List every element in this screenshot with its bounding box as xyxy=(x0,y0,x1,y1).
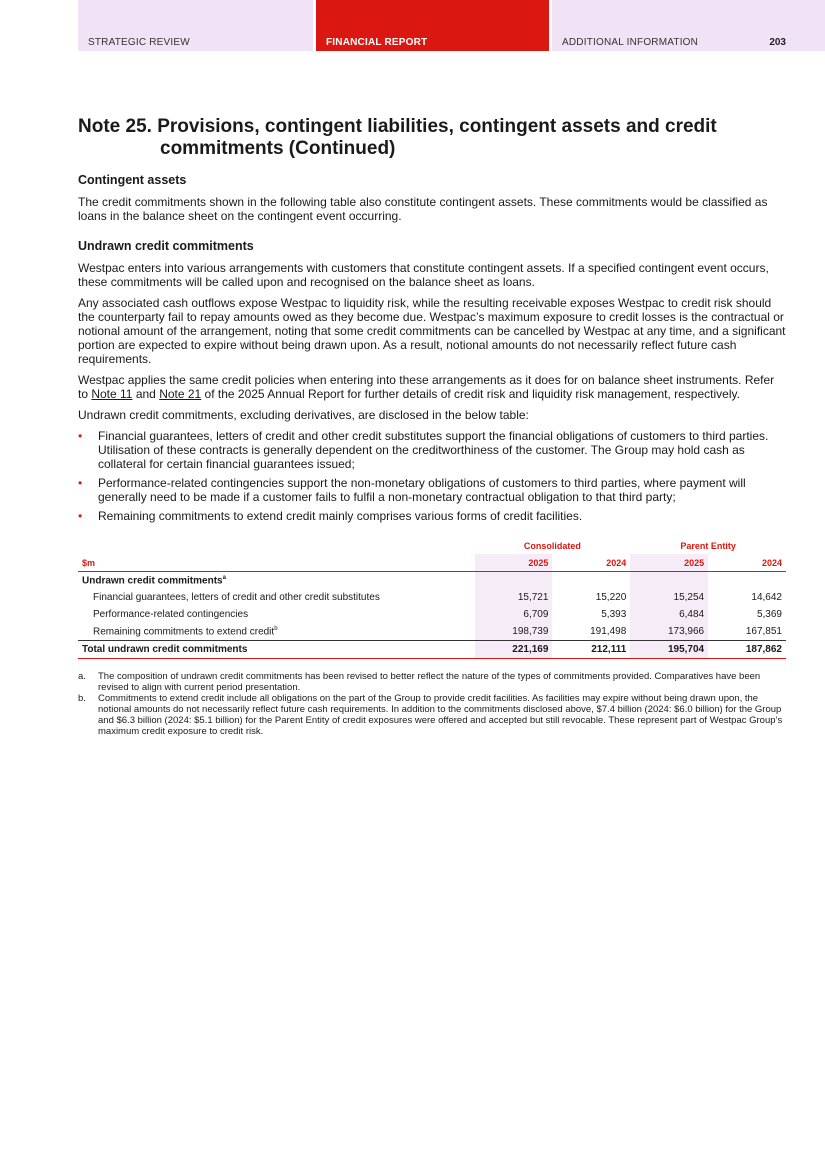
section-label: Undrawn credit commitments$^a$ xyxy=(82,574,226,587)
undrawn-paragraph-1: Westpac enters into various arrangements with customers that constitute contingent assets. If a specified contingent event occurs, these commitments will be called upon and recognised on the balance sheet as loans. xyxy=(78,261,769,289)
note-21-link[interactable]: Note 21 xyxy=(159,387,202,401)
cell-value: 15,220 xyxy=(595,592,627,603)
undrawn-commitments-table xyxy=(78,537,786,659)
cell-value: 6,484 xyxy=(630,606,708,623)
cell-value: 198,739 xyxy=(475,623,553,641)
p3-text-a: Westpac applies the same credit policies when entering into these arrangements as it does for on balance sheet instruments. Refer to xyxy=(78,373,775,401)
consolidated-header: Consolidated xyxy=(523,540,581,551)
page-title-line1: Note 25. Provisions, contingent liabilities, contingent assets and credit xyxy=(78,116,717,137)
footnote xyxy=(78,671,786,693)
footnote-mark: a xyxy=(222,574,226,581)
undrawn-paragraph-2: Any associated cash outflows expose Westpac to liquidity risk, while the resulting receivable exposes Westpac to credit risk should the counterparty fail to repay amounts owed as they become due. Westpac’s maximum exposure to credit losses is the contractual or notional amount of the arrangement, noting that some credit commitments can be cancelled by Westpac at any time, and a significant portion are expected to expire without being drawn upon. As a result, notional amounts do not necessarily reflect future cash requirements. xyxy=(78,296,786,366)
table-year-header xyxy=(78,554,786,572)
list-item-text: Financial guarantees, letters of credit and other credit substitutes support the financial obligations of customers to third parties. Utilisation of these contracts is generally dependent on the creditworthiness of the customer. The Group may hold cash as collateral for certain financial guarantees issued; xyxy=(98,429,769,471)
year-header: 2024 xyxy=(708,554,786,572)
section-tabs xyxy=(78,0,825,51)
cell-value: 5,393 xyxy=(601,609,627,620)
unit-label: $m xyxy=(78,554,475,572)
table-section-row xyxy=(78,572,786,590)
year-header: 2025 xyxy=(475,554,553,572)
footnote-mark: b xyxy=(274,625,278,632)
table-row xyxy=(78,623,786,641)
list-item-text: Performance-related contingencies support the non-monetary obligations of customers to third parties, where payment will generally need to be made if a customer fails to fulfil a non-monetary contractual obligation to that third party; xyxy=(98,476,746,504)
total-label: Total undrawn credit commitments xyxy=(78,641,475,659)
year-header: 2025 xyxy=(630,554,708,572)
cell-value: 14,642 xyxy=(751,592,782,603)
p3-text-c: of the 2025 Annual Report for further details of credit risk and liquidity risk management, respectively. xyxy=(201,387,740,401)
bullet-icon: • xyxy=(78,476,83,490)
table-group-header xyxy=(78,537,786,554)
cell-value: 6,709 xyxy=(475,606,553,623)
cell-value: 15,721 xyxy=(475,589,553,606)
cell-value: 15,254 xyxy=(630,589,708,606)
list-item xyxy=(78,509,786,523)
tab-strategic-review[interactable]: STRATEGIC REVIEW xyxy=(78,0,313,51)
page-number: 203 xyxy=(769,37,786,48)
contingent-assets-heading: Contingent assets xyxy=(78,173,187,187)
undrawn-heading: Undrawn credit commitments xyxy=(78,239,254,253)
list-item-text: Remaining commitments to extend credit mainly comprises various forms of credit facilities. xyxy=(98,509,583,523)
cell-value: 167,851 xyxy=(745,626,782,637)
undrawn-paragraph-4: Undrawn credit commitments, excluding derivatives, are disclosed in the below table: xyxy=(78,408,529,422)
cell-value: 191,498 xyxy=(590,626,627,637)
total-value: 187,862 xyxy=(708,641,786,659)
year-header: 2024 xyxy=(552,554,630,572)
table-total-row xyxy=(78,641,786,659)
footnote xyxy=(78,693,786,737)
table-footnotes xyxy=(78,671,786,737)
contingent-assets-text: The credit commitments shown in the following table also constitute contingent assets. These commitments would be classified as loans in the balance sheet on the contingent event occurring. xyxy=(78,195,768,223)
bullet-icon: • xyxy=(78,509,83,523)
p3-text-b: and xyxy=(132,387,160,401)
total-value: 221,169 xyxy=(475,641,553,659)
total-value: 195,704 xyxy=(630,641,708,659)
footnote-text: The composition of undrawn credit commitments has been revised to better reflect the nature of the types of commitments provided. Comparatives have been revised to align with current period presentation. xyxy=(98,671,761,693)
table-row xyxy=(78,606,786,623)
tab-financial-report[interactable]: FINANCIAL REPORT xyxy=(316,0,549,51)
cell-value: 5,369 xyxy=(756,609,782,620)
note-11-link[interactable]: Note 11 xyxy=(91,387,133,401)
page-content xyxy=(78,116,786,737)
row-label: Financial guarantees, letters of credit and other credit substitutes xyxy=(93,592,380,603)
page-title xyxy=(78,116,786,160)
footnote-marker: a. xyxy=(78,671,86,682)
list-item xyxy=(78,476,786,504)
total-value: 212,111 xyxy=(552,641,630,659)
bullet-icon: • xyxy=(78,429,83,443)
list-item xyxy=(78,429,786,471)
row-label: Remaining commitments to extend credit$^b$ xyxy=(93,625,278,638)
parent-entity-header: Parent Entity xyxy=(680,540,736,551)
cell-value: 173,966 xyxy=(630,623,708,641)
page-title-line2: commitments (Continued) xyxy=(160,138,396,159)
undrawn-paragraph-3 xyxy=(78,373,786,401)
footnote-marker: b. xyxy=(78,693,86,704)
row-label: Performance-related contingencies xyxy=(93,609,249,620)
footnote-text: Commitments to extend credit include all obligations on the part of the Group to provide credit facilities. As facilities may expire without being drawn upon, the notional amounts do not necessarily reflect future cash requirements. In addition to the commitments disclosed above, $7.4 billion (2024: $6.0 billion) for the Group and $6.3 billion (2024: $5.1 billion) for the Parent Entity of credit exposures were offered and accepted but still revocable. These represent part of Westpac Group’s maximum credit exposure to credit risk. xyxy=(98,693,783,737)
tab-additional-information[interactable]: ADDITIONAL INFORMATION xyxy=(552,0,825,51)
commitment-types-list xyxy=(78,429,786,523)
table-row xyxy=(78,589,786,606)
